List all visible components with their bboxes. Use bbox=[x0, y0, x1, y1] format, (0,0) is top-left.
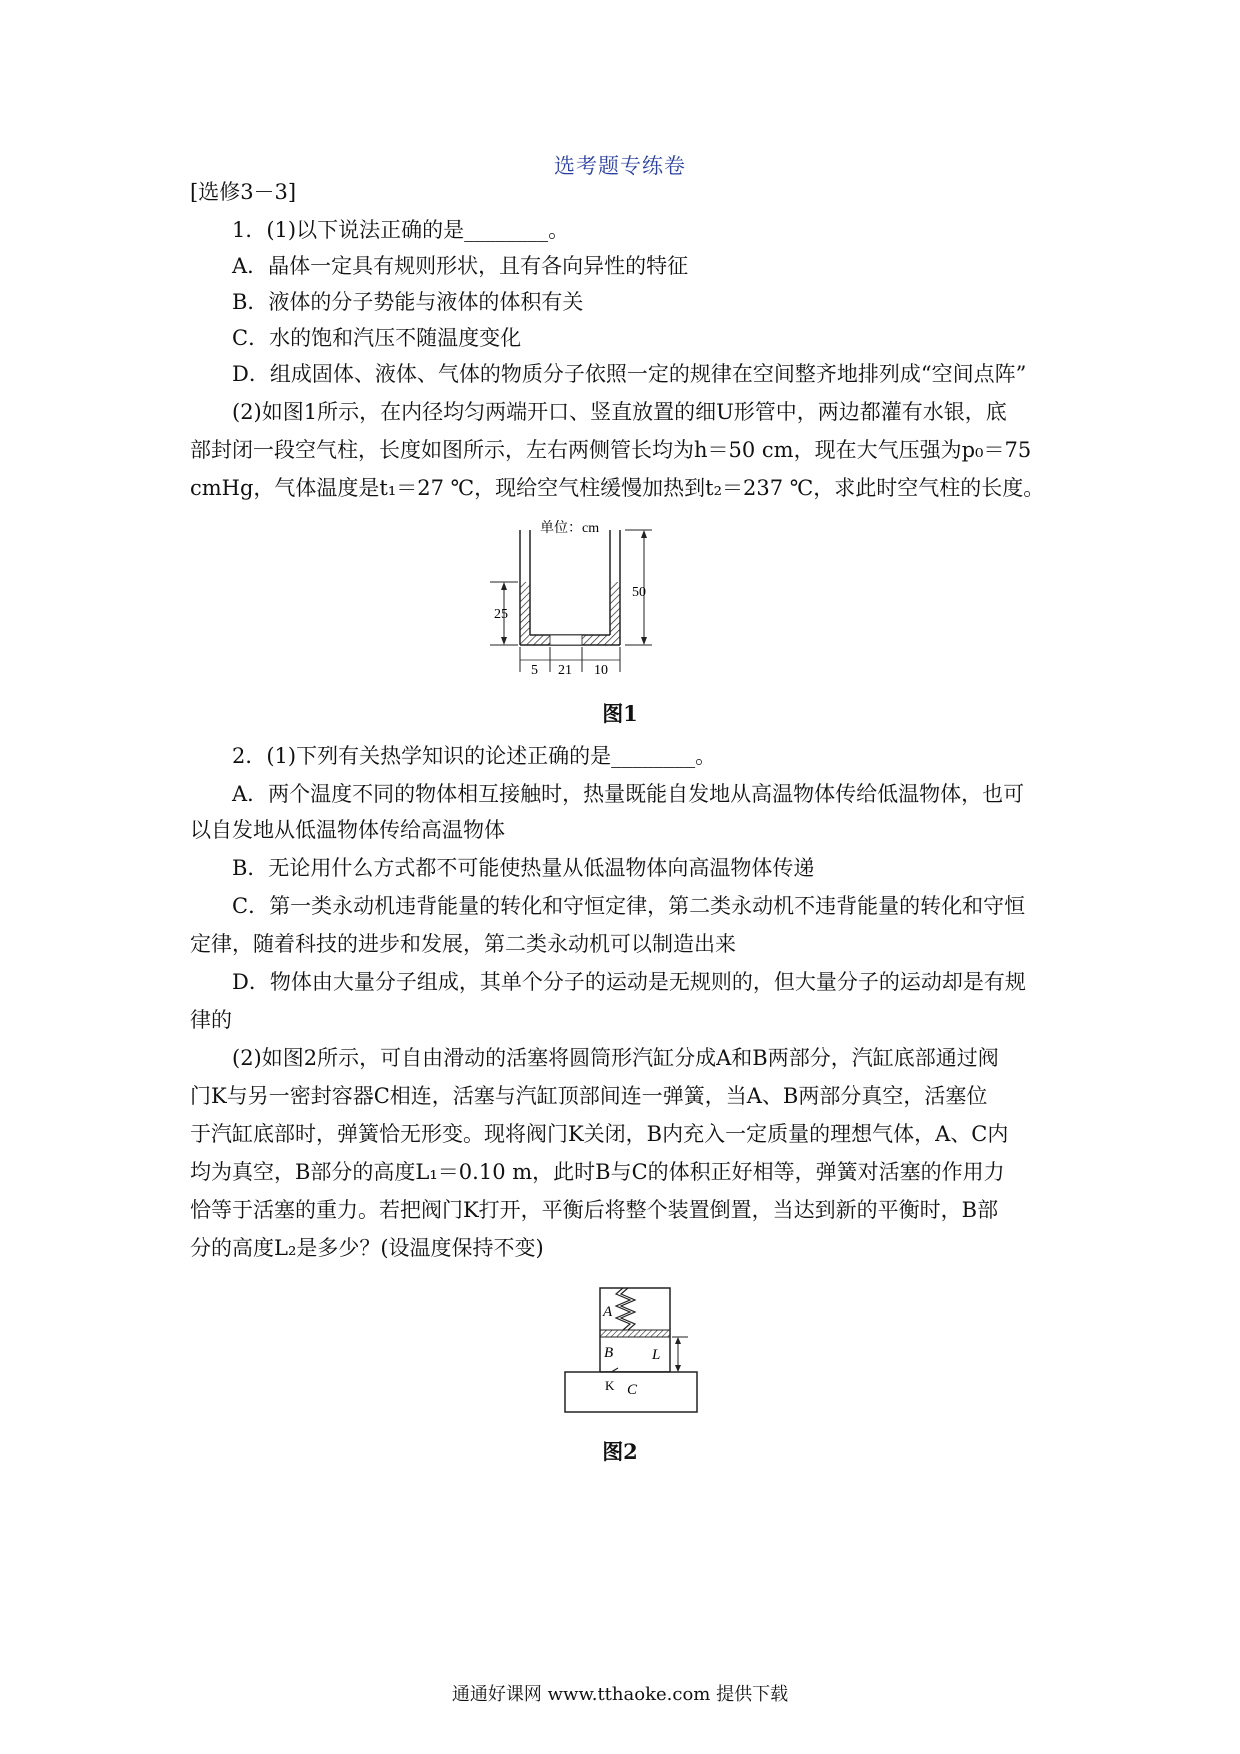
q2-option-c-line1: C．第一类永动机违背能量的转化和守恒定律，第二类永动机不违背能量的转化和守恒 bbox=[232, 894, 1026, 918]
dim-25-arrow-bottom bbox=[501, 637, 507, 645]
q1-part2-line2: 部封闭一段空气柱，长度如图所示，左右两侧管长均为h＝50 cm，现在大气压强为p₀＝75 bbox=[190, 438, 1032, 462]
q2-option-d-line2: 律的 bbox=[190, 1008, 232, 1032]
figure1-caption: 图1 bbox=[602, 701, 638, 726]
q1-option-b: B．液体的分子势能与液体的体积有关 bbox=[232, 290, 584, 314]
label-10: 10 bbox=[594, 663, 608, 678]
q2-part1-stem: 2．(1)下列有关热学知识的论述正确的是________。 bbox=[232, 744, 717, 768]
label-a: A bbox=[603, 1304, 613, 1320]
right-bottom-mercury bbox=[582, 635, 610, 645]
dim-50-arrow-top bbox=[641, 530, 647, 538]
q2-option-d-line1: D．物体由大量分子组成，其单个分子的运动是无规则的，但大量分子的运动却是有规 bbox=[232, 970, 1026, 994]
unit-label: 单位：cm bbox=[540, 521, 600, 536]
label-c: C bbox=[627, 1382, 638, 1398]
q2-part2-line6: 分的高度L₂是多少？(设温度保持不变) bbox=[190, 1236, 544, 1260]
left-bottom-mercury bbox=[530, 635, 550, 645]
cylinder-figure bbox=[560, 1280, 720, 1430]
left-mercury-column bbox=[520, 582, 530, 645]
label-25: 25 bbox=[494, 607, 508, 622]
q2-part2-line1: (2)如图2所示，可自由滑动的活塞将圆筒形汽缸分成A和B两部分，汽缸底部通过阀 bbox=[232, 1046, 999, 1070]
section-heading: [选修3－3] bbox=[190, 180, 297, 204]
page-footer: 通通好课网 www.tthaoke.com 提供下载 bbox=[451, 1684, 789, 1705]
label-k: K bbox=[605, 1378, 615, 1393]
q2-option-b: B．无论用什么方式都不可能使热量从低温物体向高温物体传递 bbox=[232, 856, 815, 880]
label-l: L bbox=[652, 1347, 661, 1363]
label-21: 21 bbox=[558, 663, 572, 678]
q1-option-d: D．组成固体、液体、气体的物质分子依照一定的规律在空间整齐地排列成“空间点阵” bbox=[232, 362, 1027, 386]
q2-part2-line3: 于汽缸底部时，弹簧恰无形变。现将阀门K关闭，B内充入一定质量的理想气体，A、C内 bbox=[190, 1122, 1009, 1146]
q2-option-a-line1: A．两个温度不同的物体相互接触时，热量既能自发地从高温物体传给低温物体，也可 bbox=[232, 782, 1025, 806]
right-mercury-column bbox=[610, 582, 620, 645]
page-title: 选考题专练卷 bbox=[554, 154, 686, 178]
u-tube-figure bbox=[470, 510, 770, 690]
q2-part2-line2: 门K与另一密封容器C相连，活塞与汽缸顶部间连一弹簧，当A、B两部分真空，活塞位 bbox=[190, 1084, 988, 1108]
figure2-caption: 图2 bbox=[602, 1439, 638, 1464]
dim-25-arrow-top bbox=[501, 582, 507, 590]
q1-option-c: C．水的饱和汽压不随温度变化 bbox=[232, 326, 522, 350]
q1-option-a: A．晶体一定具有规则形状，且有各向异性的特征 bbox=[232, 254, 689, 278]
q2-part2-line5: 恰等于活塞的重力。若把阀门K打开，平衡后将整个装置倒置，当达到新的平衡时，B部 bbox=[190, 1198, 999, 1222]
dim-50-arrow-bottom bbox=[641, 637, 647, 645]
q1-part2-line1: (2)如图1所示，在内径均匀两端开口、竖直放置的细U形管中，两边都灌有水银，底 bbox=[232, 400, 1007, 424]
piston bbox=[600, 1330, 670, 1337]
label-b: B bbox=[604, 1345, 614, 1361]
label-50: 50 bbox=[632, 585, 646, 600]
q2-option-a-line2: 以自发地从低温物体传给高温物体 bbox=[190, 818, 505, 842]
q2-part2-line4: 均为真空，B部分的高度L₁＝0.10 m，此时B与C的体积正好相等，弹簧对活塞的作用力 bbox=[190, 1160, 1005, 1184]
q1-part1-stem: 1．(1)以下说法正确的是________。 bbox=[232, 218, 570, 242]
q2-option-c-line2: 定律，随着科技的进步和发展，第二类永动机可以制造出来 bbox=[190, 932, 736, 956]
label-5: 5 bbox=[531, 663, 538, 678]
air-column bbox=[550, 635, 582, 645]
q1-part2-line3: cmHg，气体温度是t₁＝27 ℃，现给空气柱缓慢加热到t₂＝237 ℃，求此时空气柱的长度。 bbox=[190, 476, 1045, 500]
